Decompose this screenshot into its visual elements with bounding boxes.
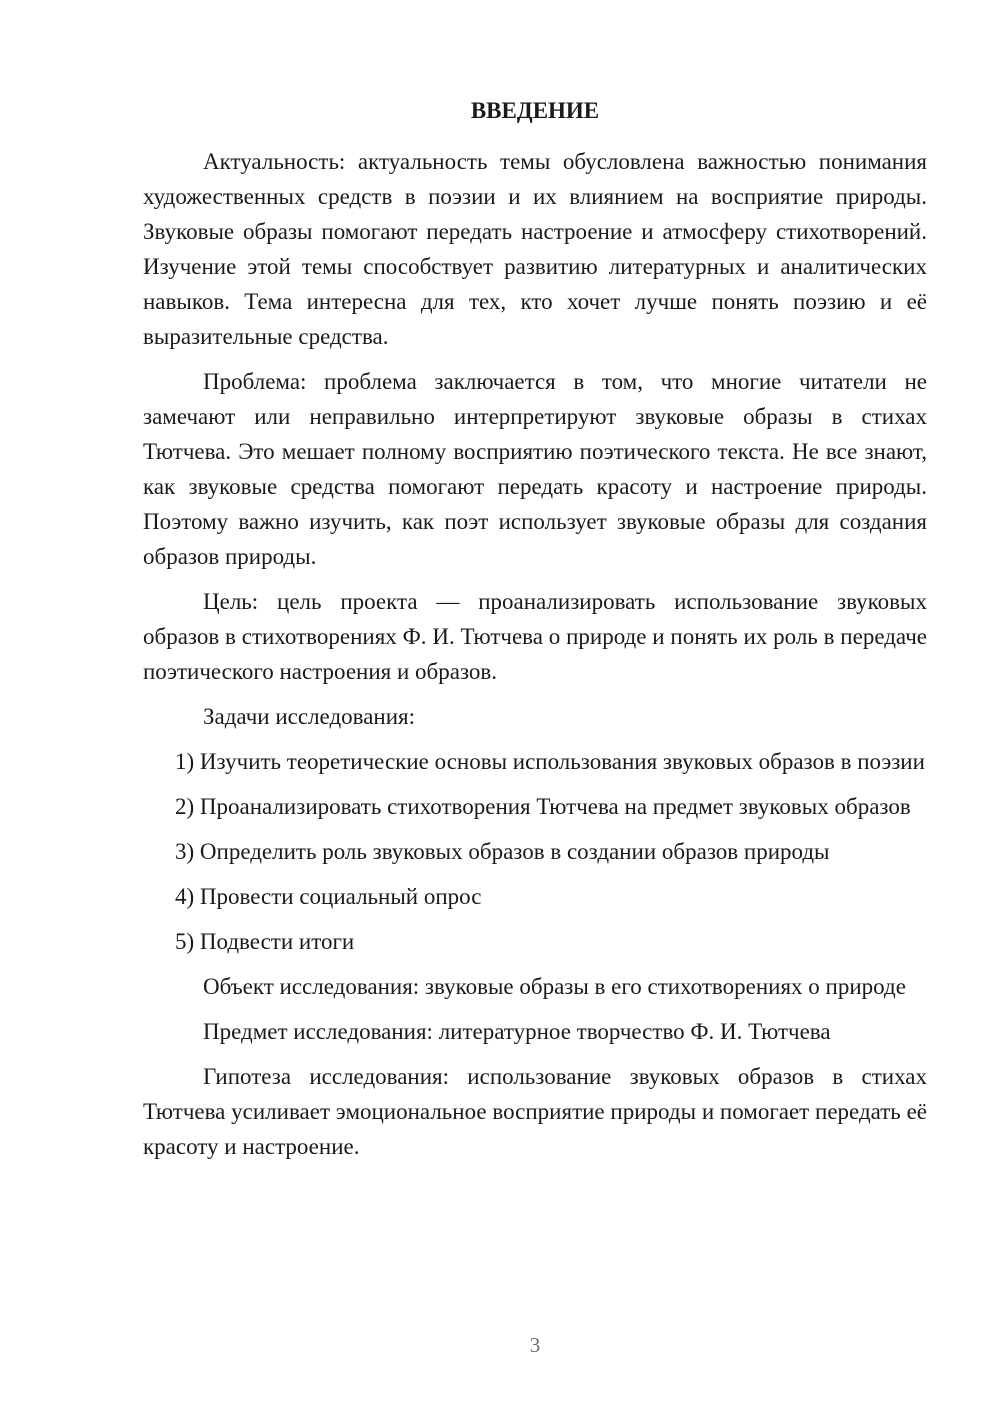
object-paragraph: Объект исследования: звуковые образы в его стихотворениях о природе <box>203 974 906 999</box>
page-title: ВВЕДЕНИЕ <box>470 98 600 123</box>
task-item-3: 3) Определить роль звуковых образов в создании образов природы <box>175 839 830 864</box>
page-number: 3 <box>529 1333 541 1357</box>
page-body <box>143 93 927 1174</box>
hypothesis-paragraph: Гипотеза исследования: использование звуковых образов в стихах Тютчева усиливает эмоциональное восприятие природы и помогает передать её красоту и настроение. <box>143 1064 927 1159</box>
relevance-paragraph: Актуальность: актуальность темы обусловлена важностью понимания художественных средств в поэзии и их влиянием на восприятие природы. Звуковые образы помогают передать настроение и атмосферу стихотворений. Изучение этой темы способствует развитию литературных и аналитических навыков. Тема интересна для тех, кто хочет лучше понять поэзию и её выразительные средства. <box>143 149 927 349</box>
task-item-2: 2) Проанализировать стихотворения Тютчева на предмет звуковых образов <box>175 794 911 819</box>
task-item-1: 1) Изучить теоретические основы использования звуковых образов в поэзии <box>175 749 925 774</box>
subject-paragraph: Предмет исследования: литературное творчество Ф. И. Тютчева <box>203 1019 831 1044</box>
goal-paragraph: Цель: цель проекта — проанализировать использование звуковых образов в стихотворениях Ф. И. Тютчева о природе и понять их роль в передаче поэтического настроения и образов. <box>143 589 927 684</box>
task-item-4: 4) Провести социальный опрос <box>175 884 482 909</box>
task-item-5: 5) Подвести итоги <box>175 929 355 954</box>
problem-paragraph: Проблема: проблема заключается в том, что многие читатели не замечают или неправильно интерпретируют звуковые образы в стихах Тютчева. Это мешает полному восприятию поэтического текста. Не все знают, как звуковые средства помогают передать красоту и настроение природы. Поэтому важно изучить, как поэт использует звуковые образы для создания образов природы. <box>143 369 927 569</box>
tasks-heading: Задачи исследования: <box>203 704 416 729</box>
